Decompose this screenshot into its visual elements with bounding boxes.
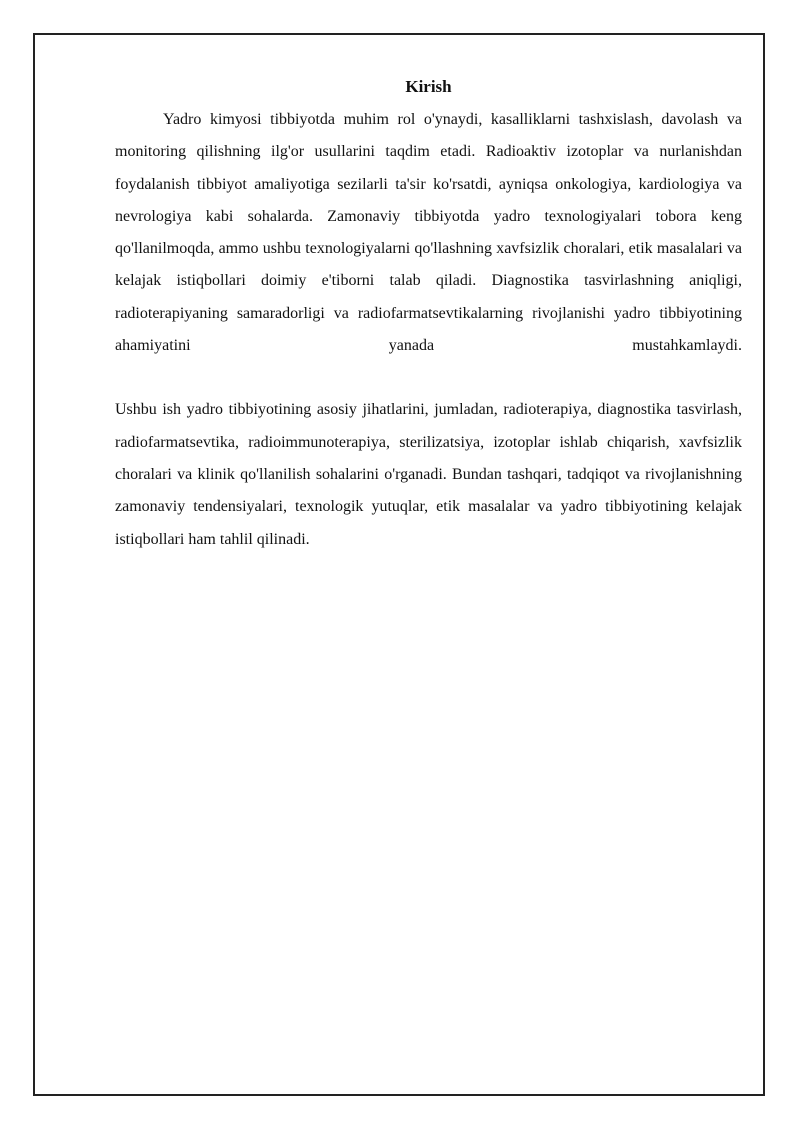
- page-title: Kirish: [405, 77, 452, 96]
- paragraph-scope: Ushbu ish yadro tibbiyotining asosiy jihatlarini, jumladan, radioterapiya, diagnostika tasvirlash, radiofarmatsevtika, radioimmunoterapiya, sterilizatsiya, izotoplar ishlab chiqarish, xavfsizlik choralari va klinik qo'llanilish sohalarini o'rganadi. Bundan tashqari, tadqiqot va rivojlanishning zamonaviy tendensiyalari, texnologik yutuqlar, etik masalalar va yadro tibbiyotining kelajak istiqbollari ham tahlil qilinadi.: [115, 401, 742, 548]
- document-body: [115, 74, 742, 556]
- paragraph-intro: Yadro kimyosi tibbiyotda muhim rol o'ynaydi, kasalliklarni tashxislash, davolash va monitoring qilishning ilg'or usullarini taqdim etadi. Radioaktiv izotoplar va nurlanishdan foydalanish tibbiyot amaliyotiga sezilarli ta'sir ko'rsatdi, ayniqsa onkologiya, kardiologiya va nevrologiya kabi sohalarda. Zamonaviy tibbiyotda yadro texnologiyalari tobora keng qo'llanilmoqda, ammo ushbu texnologiyalarni qo'llashning xavfsizlik choralari, etik masalalari va kelajak istiqbollari doimiy e'tiborni talab qiladi. Diagnostika tasvirlashning aniqligi, radioterapiyaning samaradorligi va radiofarmatsevtikalarning rivojlanishi yadro tibbiyotining ahamiyatini yanada mustahkamlaydi.: [115, 111, 742, 355]
